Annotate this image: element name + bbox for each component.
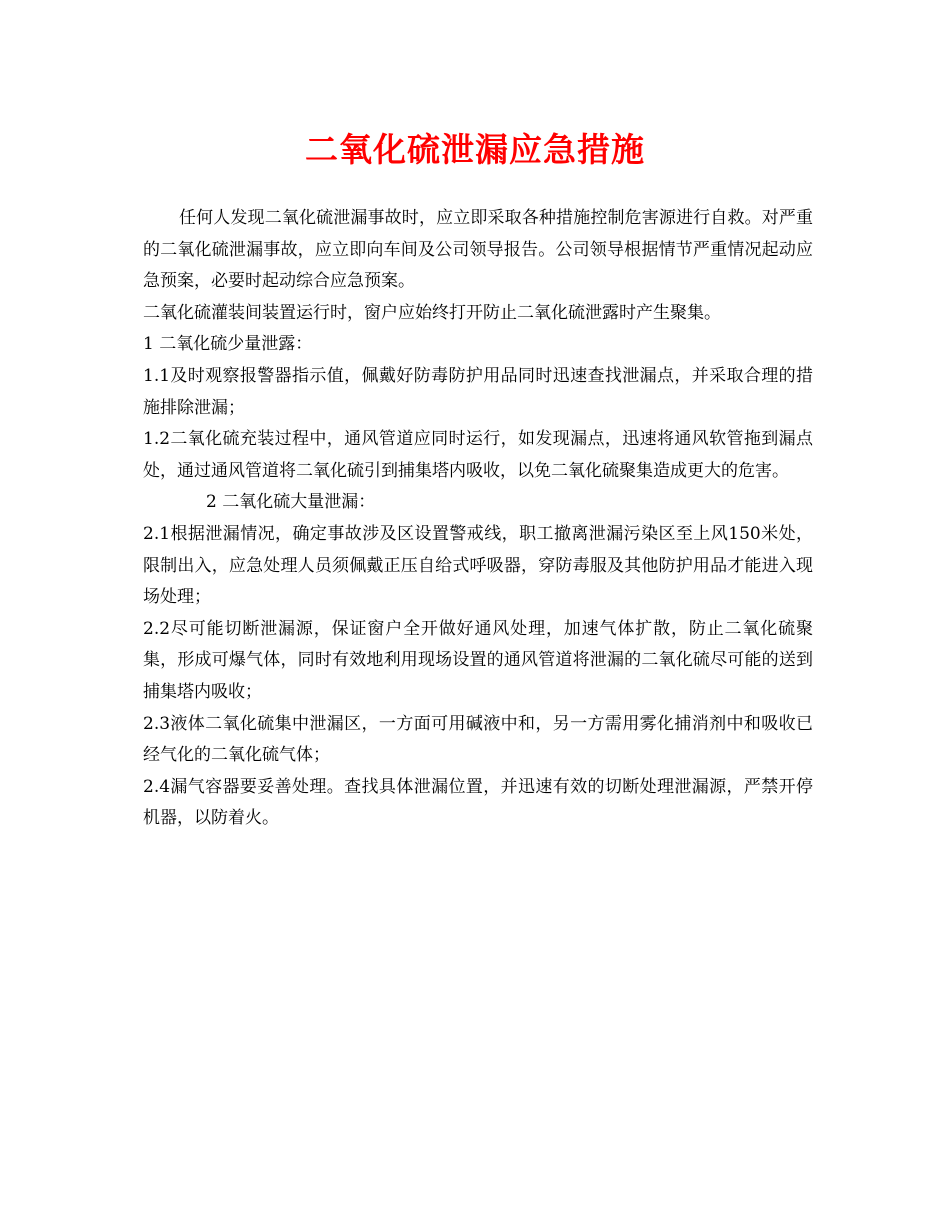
section-heading-small-leak: 1 二氧化硫少量泄露： (143, 334, 313, 355)
paragraph-1-2: 1.2二氧化硫充装过程中，通风管道应同时运行，如发现漏点，迅速将通风软管拖到漏点处，通过通风管道将二氧化硫引到捕集塔内吸收，以免二氧化硫聚集造成更大的危害。 (143, 429, 813, 481)
paragraph-2-2: 2.2尽可能切断泄漏源，保证窗户全开做好通风处理，加速气体扩散，防止二氧化硫聚集，形成可爆气体，同时有效地利用现场设置的通风管道将泄漏的二氧化硫尽可能的送到捕集塔内吸收； (143, 618, 813, 702)
paragraph-2-4: 2.4漏气容器要妥善处理。查找具体泄漏位置，并迅速有效的切断处理泄漏源，严禁开停机器，以防着火。 (143, 776, 813, 829)
paragraph-2-1: 2.1根据泄漏情况，确定事故涉及区设置警戒线，职工撤离泄漏污染区至上风150米处，限制出入，应急处理人员须佩戴正压自给式呼吸器，穿防毒服及其他防护用品才能进入现场处理； (143, 523, 813, 608)
paragraph-ventilation: 二氧化硫灌装间装置运行时，窗户应始终打开防止二氧化硫泄露时产生聚集。 (143, 302, 721, 323)
section-heading-large-leak: 2 二氧化硫大量泄漏： (206, 492, 376, 513)
paragraph-2-3: 2.3液体二氧化硫集中泄漏区，一方面可用碱液中和，另一方需用雾化捕消剂中和吸收已经气化的二氧化硫气体； (143, 713, 813, 766)
document-title: 二氧化硫泄漏应急措施 (305, 130, 645, 169)
paragraph-intro: 任何人发现二氧化硫泄漏事故时，应立即采取各种措施控制危害源进行自救。对严重的二氧化硫泄漏事故，应立即向车间及公司领导报告。公司领导根据情节严重情况起动应急预案，必要时起动综合应急预案。 (143, 208, 813, 292)
paragraph-1-1: 1.1及时观察报警器指示值，佩戴好防毒防护用品同时迅速查找泄漏点，并采取合理的措施排除泄漏； (143, 365, 813, 418)
document-body (143, 203, 813, 835)
